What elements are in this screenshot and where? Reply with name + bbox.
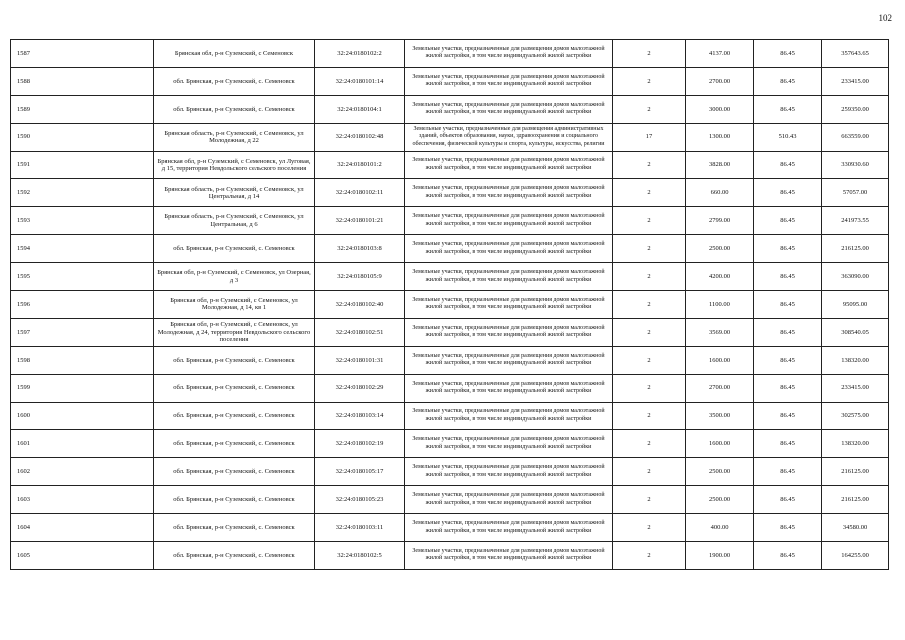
- cadastral-value-cell: 330930.60: [822, 151, 889, 179]
- cadastral-value-cell: 216125.00: [822, 486, 889, 514]
- row-number-cell: 1590: [11, 123, 154, 151]
- land-use-cell: Земельные участки, предназначенные для размещения домов малоэтажной жилой застройки, в том числе индивидуальной жилой застройки: [405, 430, 613, 458]
- rate-cell: 86.45: [754, 486, 822, 514]
- cadastral-number-cell: 32:24:0180102:19: [315, 430, 405, 458]
- address-cell: обл. Брянская, р-н Суземский, с. Семеновск: [154, 486, 315, 514]
- use-code-cell: 2: [613, 430, 686, 458]
- row-number-cell: 1602: [11, 458, 154, 486]
- rate-cell: 86.45: [754, 235, 822, 263]
- use-code-cell: 17: [613, 123, 686, 151]
- land-use-cell: Земельные участки, предназначенные для размещения домов малоэтажной жилой застройки, в том числе индивидуальной жилой застройки: [405, 151, 613, 179]
- cadastral-number-cell: 32:24:0180101:21: [315, 207, 405, 235]
- land-parcel-table: [10, 39, 889, 570]
- cadastral-value-cell: 357643.65: [822, 40, 889, 68]
- row-number-cell: 1601: [11, 430, 154, 458]
- use-code-cell: 2: [613, 542, 686, 570]
- table-row: [11, 151, 889, 179]
- rate-cell: 86.45: [754, 402, 822, 430]
- land-use-cell: Земельные участки, предназначенные для размещения домов малоэтажной жилой застройки, в том числе индивидуальной жилой застройки: [405, 514, 613, 542]
- table-row: [11, 514, 889, 542]
- row-number-cell: 1589: [11, 95, 154, 123]
- row-number-cell: 1597: [11, 318, 154, 346]
- area-cell: 3828.00: [686, 151, 754, 179]
- address-cell: обл. Брянская, р-н Суземский, с. Семеновск: [154, 402, 315, 430]
- use-code-cell: 2: [613, 514, 686, 542]
- row-number-cell: 1604: [11, 514, 154, 542]
- cadastral-number-cell: 32:24:0180102:40: [315, 291, 405, 319]
- use-code-cell: 2: [613, 151, 686, 179]
- cadastral-value-cell: 164255.00: [822, 542, 889, 570]
- land-use-cell: Земельные участки, предназначенные для размещения домов малоэтажной жилой застройки, в том числе индивидуальной жилой застройки: [405, 95, 613, 123]
- rate-cell: 86.45: [754, 207, 822, 235]
- table-row: [11, 67, 889, 95]
- row-number-cell: 1596: [11, 291, 154, 319]
- table-row: [11, 291, 889, 319]
- cadastral-number-cell: 32:24:0180102:11: [315, 179, 405, 207]
- area-cell: 1900.00: [686, 542, 754, 570]
- cadastral-value-cell: 241973.55: [822, 207, 889, 235]
- land-use-cell: Земельные участки, предназначенные для размещения домов малоэтажной жилой застройки, в том числе индивидуальной жилой застройки: [405, 40, 613, 68]
- use-code-cell: 2: [613, 67, 686, 95]
- land-use-cell: Земельные участки, предназначенные для размещения домов малоэтажной жилой застройки, в том числе индивидуальной жилой застройки: [405, 346, 613, 374]
- cadastral-value-cell: 216125.00: [822, 235, 889, 263]
- address-cell: обл. Брянская, р-н Суземский, с. Семеновск: [154, 235, 315, 263]
- use-code-cell: 2: [613, 207, 686, 235]
- use-code-cell: 2: [613, 179, 686, 207]
- row-number-cell: 1594: [11, 235, 154, 263]
- cadastral-number-cell: 32:24:0180102:48: [315, 123, 405, 151]
- cadastral-value-cell: 138320.00: [822, 430, 889, 458]
- address-cell: Брянская обл, р-н Суземский, с Семеновск, ул Луговая, д 15, территория Невдольского сельского поселения: [154, 151, 315, 179]
- table-row: [11, 346, 889, 374]
- address-cell: Брянская обл, р-н Суземский, с Семеновск: [154, 40, 315, 68]
- land-use-cell: Земельные участки, предназначенные для размещения административных зданий, объектов образования, науки, здравоохранения и социального обеспечения, физической культуры и спорта, культуры, искусства, религии: [405, 123, 613, 151]
- land-use-cell: Земельные участки, предназначенные для размещения домов малоэтажной жилой застройки, в том числе индивидуальной жилой застройки: [405, 458, 613, 486]
- address-cell: обл. Брянская, р-н Суземский, с. Семеновск: [154, 514, 315, 542]
- table-row: [11, 318, 889, 346]
- rate-cell: 86.45: [754, 318, 822, 346]
- cadastral-number-cell: 32:24:0180102:5: [315, 542, 405, 570]
- address-cell: Брянская область, р-н Суземский, с Семеновск, ул Молодежная, д 22: [154, 123, 315, 151]
- row-number-cell: 1603: [11, 486, 154, 514]
- use-code-cell: 2: [613, 402, 686, 430]
- address-cell: Брянская обл, р-н Суземский, с Семеновск, ул Озерная, д 3: [154, 263, 315, 291]
- table-row: [11, 542, 889, 570]
- land-use-cell: Земельные участки, предназначенные для размещения домов малоэтажной жилой застройки, в том числе индивидуальной жилой застройки: [405, 179, 613, 207]
- rate-cell: 86.45: [754, 179, 822, 207]
- rate-cell: 86.45: [754, 95, 822, 123]
- cadastral-number-cell: 32:24:0180102:29: [315, 374, 405, 402]
- cadastral-number-cell: 32:24:0180103:14: [315, 402, 405, 430]
- row-number-cell: 1605: [11, 542, 154, 570]
- address-cell: Брянская область, р-н Суземский, с Семеновск, ул Центральная, д 6: [154, 207, 315, 235]
- row-number-cell: 1591: [11, 151, 154, 179]
- address-cell: Брянская область, р-н Суземский, с Семеновск, ул Центральная, д 14: [154, 179, 315, 207]
- rate-cell: 510.43: [754, 123, 822, 151]
- row-number-cell: 1588: [11, 67, 154, 95]
- row-number-cell: 1595: [11, 263, 154, 291]
- cadastral-value-cell: 363090.00: [822, 263, 889, 291]
- rate-cell: 86.45: [754, 346, 822, 374]
- land-use-cell: Земельные участки, предназначенные для размещения домов малоэтажной жилой застройки, в том числе индивидуальной жилой застройки: [405, 486, 613, 514]
- cadastral-number-cell: 32:24:0180105:9: [315, 263, 405, 291]
- table-row: [11, 95, 889, 123]
- cadastral-number-cell: 32:24:0180103:11: [315, 514, 405, 542]
- cadastral-value-cell: 233415.00: [822, 374, 889, 402]
- cadastral-value-cell: 259350.00: [822, 95, 889, 123]
- land-use-cell: Земельные участки, предназначенные для размещения домов малоэтажной жилой застройки, в том числе индивидуальной жилой застройки: [405, 263, 613, 291]
- area-cell: 2500.00: [686, 486, 754, 514]
- table-row: [11, 402, 889, 430]
- row-number-cell: 1593: [11, 207, 154, 235]
- use-code-cell: 2: [613, 486, 686, 514]
- rate-cell: 86.45: [754, 458, 822, 486]
- area-cell: 3000.00: [686, 95, 754, 123]
- cadastral-value-cell: 663559.00: [822, 123, 889, 151]
- address-cell: Брянская обл, р-н Суземский, с Семеновск, ул Молодежная, д 14, кв 1: [154, 291, 315, 319]
- cadastral-number-cell: 32:24:0180103:8: [315, 235, 405, 263]
- use-code-cell: 2: [613, 318, 686, 346]
- area-cell: 660.00: [686, 179, 754, 207]
- address-cell: обл. Брянская, р-н Суземский, с. Семеновск: [154, 346, 315, 374]
- use-code-cell: 2: [613, 374, 686, 402]
- cadastral-number-cell: 32:24:0180101:31: [315, 346, 405, 374]
- rate-cell: 86.45: [754, 542, 822, 570]
- cadastral-value-cell: 57057.00: [822, 179, 889, 207]
- table-row: [11, 207, 889, 235]
- area-cell: 2799.00: [686, 207, 754, 235]
- cadastral-number-cell: 32:24:0180102:2: [315, 40, 405, 68]
- address-cell: обл. Брянская, р-н Суземский, с. Семеновск: [154, 374, 315, 402]
- area-cell: 2700.00: [686, 67, 754, 95]
- table-row: [11, 458, 889, 486]
- page-number: 102: [878, 13, 892, 23]
- area-cell: 2500.00: [686, 235, 754, 263]
- row-number-cell: 1598: [11, 346, 154, 374]
- cadastral-number-cell: 32:24:0180101:2: [315, 151, 405, 179]
- row-number-cell: 1600: [11, 402, 154, 430]
- cadastral-value-cell: 233415.00: [822, 67, 889, 95]
- land-use-cell: Земельные участки, предназначенные для размещения домов малоэтажной жилой застройки, в том числе индивидуальной жилой застройки: [405, 402, 613, 430]
- address-cell: обл. Брянская, р-н Суземский, с. Семеновск: [154, 458, 315, 486]
- row-number-cell: 1592: [11, 179, 154, 207]
- use-code-cell: 2: [613, 235, 686, 263]
- table-row: [11, 40, 889, 68]
- table-body: [11, 40, 889, 570]
- area-cell: 1300.00: [686, 123, 754, 151]
- area-cell: 4200.00: [686, 263, 754, 291]
- land-use-cell: Земельные участки, предназначенные для размещения домов малоэтажной жилой застройки, в том числе индивидуальной жилой застройки: [405, 207, 613, 235]
- address-cell: обл. Брянская, р-н Суземский, с. Семеновск: [154, 430, 315, 458]
- cadastral-number-cell: 32:24:0180102:51: [315, 318, 405, 346]
- row-number-cell: 1599: [11, 374, 154, 402]
- area-cell: 400.00: [686, 514, 754, 542]
- area-cell: 1600.00: [686, 346, 754, 374]
- rate-cell: 86.45: [754, 291, 822, 319]
- land-use-cell: Земельные участки, предназначенные для размещения домов малоэтажной жилой застройки, в том числе индивидуальной жилой застройки: [405, 374, 613, 402]
- cadastral-number-cell: 32:24:0180101:14: [315, 67, 405, 95]
- land-use-cell: Земельные участки, предназначенные для размещения домов малоэтажной жилой застройки, в том числе индивидуальной жилой застройки: [405, 318, 613, 346]
- area-cell: 3500.00: [686, 402, 754, 430]
- land-use-cell: Земельные участки, предназначенные для размещения домов малоэтажной жилой застройки, в том числе индивидуальной жилой застройки: [405, 235, 613, 263]
- rate-cell: 86.45: [754, 263, 822, 291]
- cadastral-value-cell: 308540.05: [822, 318, 889, 346]
- table-row: [11, 374, 889, 402]
- table-row: [11, 430, 889, 458]
- row-number-cell: 1587: [11, 40, 154, 68]
- area-cell: 2500.00: [686, 458, 754, 486]
- use-code-cell: 2: [613, 263, 686, 291]
- rate-cell: 86.45: [754, 374, 822, 402]
- address-cell: обл. Брянская, р-н Суземский, с. Семеновск: [154, 95, 315, 123]
- rate-cell: 86.45: [754, 151, 822, 179]
- area-cell: 4137.00: [686, 40, 754, 68]
- area-cell: 1600.00: [686, 430, 754, 458]
- land-use-cell: Земельные участки, предназначенные для размещения домов малоэтажной жилой застройки, в том числе индивидуальной жилой застройки: [405, 542, 613, 570]
- cadastral-number-cell: 32:24:0180104:1: [315, 95, 405, 123]
- rate-cell: 86.45: [754, 40, 822, 68]
- table-row: [11, 123, 889, 151]
- cadastral-value-cell: 302575.00: [822, 402, 889, 430]
- table-row: [11, 486, 889, 514]
- table-row: [11, 179, 889, 207]
- table-row: [11, 235, 889, 263]
- cadastral-value-cell: 34580.00: [822, 514, 889, 542]
- cadastral-value-cell: 95095.00: [822, 291, 889, 319]
- rate-cell: 86.45: [754, 430, 822, 458]
- land-use-cell: Земельные участки, предназначенные для размещения домов малоэтажной жилой застройки, в том числе индивидуальной жилой застройки: [405, 67, 613, 95]
- cadastral-number-cell: 32:24:0180105:17: [315, 458, 405, 486]
- rate-cell: 86.45: [754, 67, 822, 95]
- table-row: [11, 263, 889, 291]
- area-cell: 3569.00: [686, 318, 754, 346]
- area-cell: 1100.00: [686, 291, 754, 319]
- cadastral-value-cell: 138320.00: [822, 346, 889, 374]
- address-cell: Брянская обл, р-н Суземский, с Семеновск, ул Молодежная, д 24, территория Невдольского сельского поселения: [154, 318, 315, 346]
- address-cell: обл. Брянская, р-н Суземский, с. Семеновск: [154, 67, 315, 95]
- address-cell: обл. Брянская, р-н Суземский, с. Семеновск: [154, 542, 315, 570]
- land-use-cell: Земельные участки, предназначенные для размещения домов малоэтажной жилой застройки, в том числе индивидуальной жилой застройки: [405, 291, 613, 319]
- cadastral-value-cell: 216125.00: [822, 458, 889, 486]
- use-code-cell: 2: [613, 40, 686, 68]
- use-code-cell: 2: [613, 458, 686, 486]
- area-cell: 2700.00: [686, 374, 754, 402]
- use-code-cell: 2: [613, 291, 686, 319]
- cadastral-number-cell: 32:24:0180105:23: [315, 486, 405, 514]
- use-code-cell: 2: [613, 346, 686, 374]
- rate-cell: 86.45: [754, 514, 822, 542]
- use-code-cell: 2: [613, 95, 686, 123]
